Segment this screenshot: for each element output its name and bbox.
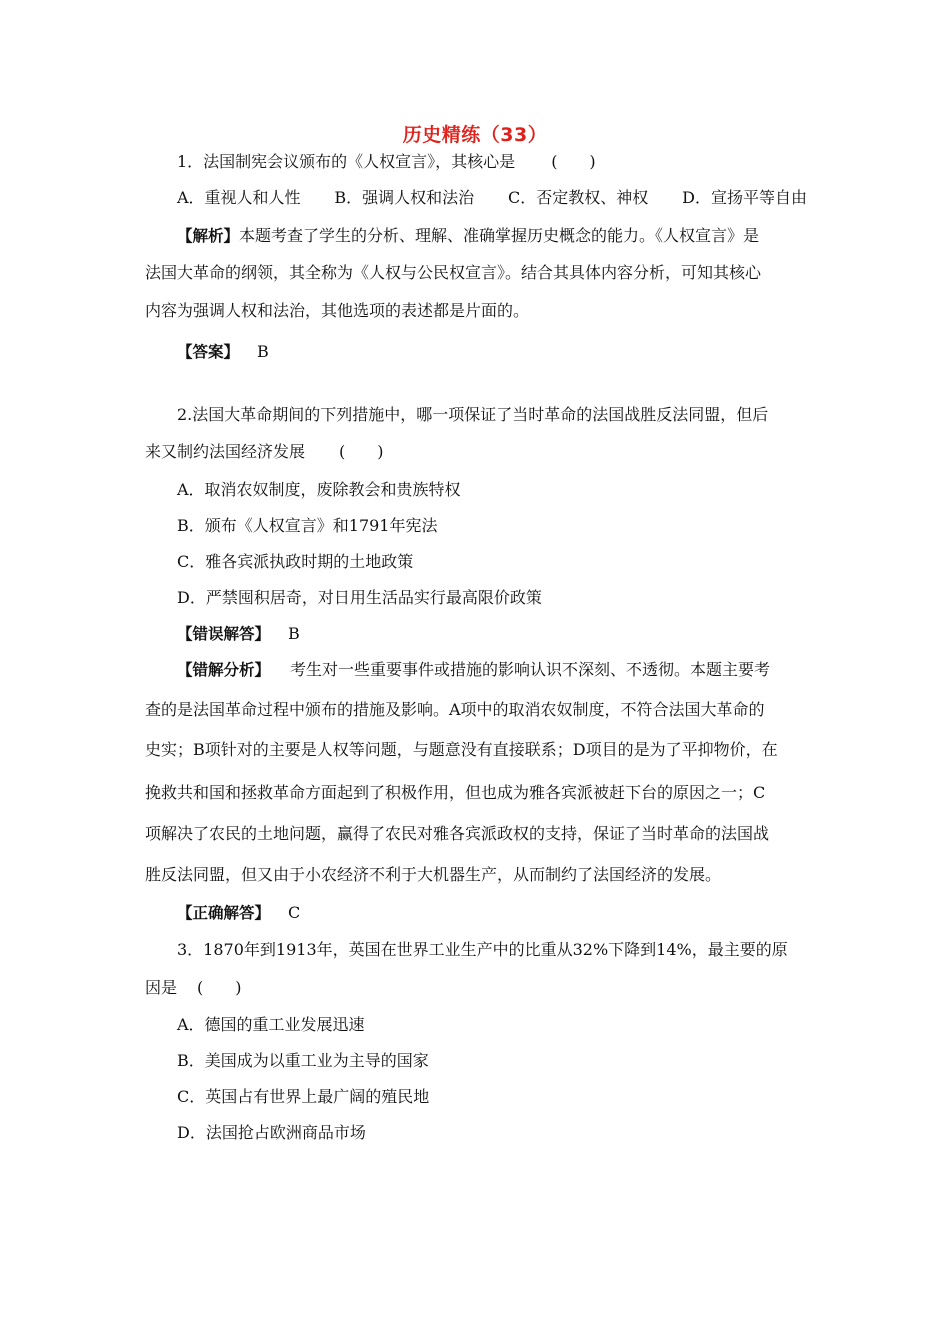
q2-option-c: C．雅各宾派执政时期的土地政策 <box>177 552 414 571</box>
question-3-stem-line-1: 3．1870年到1913年，英国在世界工业生产中的比重从32%下降到14%，最主要的原 <box>177 940 788 959</box>
q1-analysis-line-1: 【解析】本题考查了学生的分析、理解、准确掌握历史概念的能力。《人权宣言》是 <box>177 226 760 245</box>
question-3-stem-line-2: 因是 ( ) <box>145 978 242 997</box>
q2-option-b: B．颁布《人权宣言》和1791年宪法 <box>177 516 438 535</box>
q2-wrong-value: B <box>288 624 300 643</box>
q1-option-b: B．强调人权和法治 <box>334 188 475 207</box>
q3-option-d: D．法国抢占欧洲商品市场 <box>177 1123 366 1142</box>
q2-error-tag: 【错解分析】 <box>177 661 271 679</box>
q1-analysis-line-2: 法国大革命的纲领，其全称为《人权与公民权宣言》。结合其具体内容分析，可知其核心 <box>145 263 762 282</box>
q2-error-line-5: 项解决了农民的土地问题，赢得了农民对雅各宾派政权的支持，保证了当时革命的法国战 <box>145 824 770 843</box>
q2-correct-answer <box>177 903 300 923</box>
q3-option-c: C．英国占有世界上最广阔的殖民地 <box>177 1087 430 1106</box>
q1-analysis-line-3: 内容为强调人权和法治，其他选项的表述都是片面的。 <box>145 301 530 320</box>
q2-option-d: D．严禁囤积居奇，对日用生活品实行最高限价政策 <box>177 588 542 607</box>
q2-correct-tag: 【正确解答】 <box>177 904 271 922</box>
question-1-options <box>177 188 807 208</box>
q3-option-a: A．德国的重工业发展迅速 <box>177 1015 365 1034</box>
question-1-text: 1．法国制宪会议颁布的《人权宣言》，其核心是 <box>177 152 516 171</box>
q2-option-a: A．取消农奴制度，废除教会和贵族特权 <box>177 480 461 499</box>
question-2-stem-line-1: 2.法国大革命期间的下列措施中，哪一项保证了当时革命的法国战胜反法同盟，但后 <box>177 405 769 424</box>
q2-error-line-2: 查的是法国革命过程中颁布的措施及影响。A项中的取消农奴制度，不符合法国大革命的 <box>145 700 765 719</box>
question-3-bracket: ( ) <box>197 978 242 997</box>
q2-error-line-1: 【错解分析】 考生对一些重要事件或措施的影响认识不深刻、不透彻。本题主要考 <box>177 660 771 679</box>
q2-wrong-answer <box>177 624 300 644</box>
q2-wrong-tag: 【错误解答】 <box>177 625 271 643</box>
q1-option-d: D．宣扬平等自由 <box>682 188 807 207</box>
question-1-stem <box>177 152 596 172</box>
question-1-bracket: ( ) <box>551 152 596 171</box>
q1-answer-tag: 【答案】 <box>177 343 240 361</box>
q1-option-c: C．否定教权、神权 <box>508 188 649 207</box>
q2-correct-value: C <box>288 903 301 922</box>
q3-option-b: B．美国成为以重工业为主导的国家 <box>177 1051 429 1070</box>
q1-answer <box>177 342 269 362</box>
question-2-bracket: ( ) <box>339 442 384 461</box>
page-title: 历史精练（33） <box>402 124 548 146</box>
question-2-stem-line-2: 来又制约法国经济发展 ( ) <box>145 442 384 461</box>
q1-answer-value: B <box>257 342 269 361</box>
q2-error-line-6: 胜反法同盟，但又由于小农经济不利于大机器生产，从而制约了法国经济的发展。 <box>145 865 722 884</box>
q2-error-line-3: 史实；B项针对的主要是人权等问题，与题意没有直接联系；D项目的是为了平抑物价，在 <box>145 740 778 759</box>
q2-error-line-4: 挽救共和国和拯救革命方面起到了积极作用，但也成为雅各宾派被赶下台的原因之一；C <box>145 783 766 802</box>
q1-analysis-tag: 【解析】 <box>177 227 240 245</box>
q1-option-a: A．重视人和人性 <box>177 188 301 207</box>
